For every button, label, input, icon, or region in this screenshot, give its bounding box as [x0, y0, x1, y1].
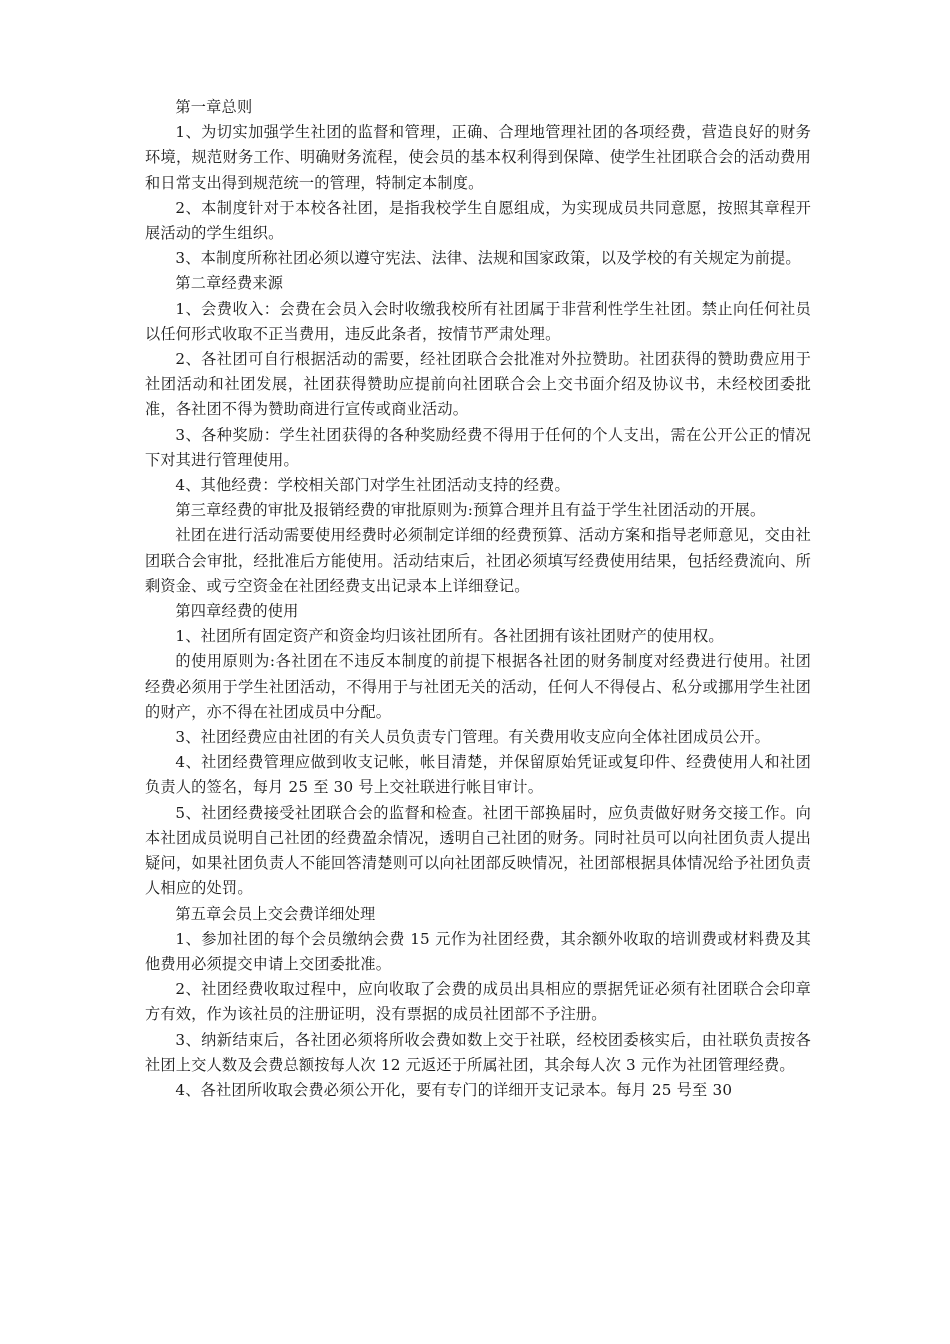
paragraph: 1、社团所有固定资产和资金均归该社团所有。各社团拥有该社团财产的使用权。 — [175, 627, 724, 646]
paragraph: 4、社团经费管理应做到收支记帐，帐目清楚，并保留原始凭证或复印件、经费使用人和社团负责人的签名，每月 25 至 30 号上交社联进行帐目审计。 — [145, 753, 811, 797]
chapter-heading: 第二章经费来源 — [175, 274, 284, 293]
document-page — [145, 95, 811, 1103]
paragraph: 1、会费收入：会费在会员入会时收缴我校所有社团属于非营利性学生社团。禁止向任何社员以任何形式收取不正当费用，违反此条者，按情节严肃处理。 — [145, 299, 811, 343]
paragraph: 1、为切实加强学生社团的监督和管理，正确、合理地管理社团的各项经费，营造良好的财务环境，规范财务工作、明确财务流程，使会员的基本权利得到保障、使学生社团联合会的活动费用和日常支出得到规范统一的管理，特制定本制度。 — [145, 123, 811, 192]
chapter-heading-paragraph: 第三章经费的审批及报销经费的审批原则为:预算合理并且有益于学生社团活动的开展。 — [175, 501, 766, 520]
paragraph: 3、各种奖励：学生社团获得的各种奖励经费不得用于任何的个人支出，需在公开公正的情况下对其进行管理使用。 — [145, 425, 811, 469]
paragraph: 2、各社团可自行根据活动的需要，经社团联合会批准对外拉赞助。社团获得的赞助费应用于社团活动和社团发展，社团获得赞助应提前向社团联合会上交书面介绍及协议书，未经校团委批准，各社团不得为赞助商进行宣传或商业活动。 — [145, 350, 811, 419]
paragraph: 社团在进行活动需要使用经费时必须制定详细的经费预算、活动方案和指导老师意见，交由社团联合会审批，经批准后方能使用。活动结束后，社团必须填写经费使用结果，包括经费流向、所剩资金、或亏空资金在社团经费支出记录本上详细登记。 — [145, 526, 811, 595]
paragraph: 3、本制度所称社团必须以遵守宪法、法律、法规和国家政策，以及学校的有关规定为前提。 — [175, 249, 801, 268]
paragraph: 3、纳新结束后，各社团必须将所收会费如数上交于社联，经校团委核实后，由社联负责按各社团上交人数及会费总额按每人次 12 元返还于所属社团，其余每人次 3 元作为社团管理经费。 — [145, 1030, 811, 1074]
chapter-heading: 第四章经费的使用 — [175, 602, 299, 621]
paragraph: 5、社团经费接受社团联合会的监督和检查。社团干部换届时，应负责做好财务交接工作。向本社团成员说明自己社团的经费盈余情况，透明自己社团的财务。同时社员可以向社团负责人提出疑问，如果社团负责人不能回答清楚则可以向社团部反映情况，社团部根据具体情况给予社团负责人相应的处罚。 — [145, 803, 811, 898]
paragraph: 2、本制度针对于本校各社团，是指我校学生自愿组成，为实现成员共同意愿，按照其章程开展活动的学生组织。 — [145, 198, 811, 243]
chapter-heading: 第五章会员上交会费详细处理 — [175, 904, 376, 923]
paragraph: 4、其他经费：学校相关部门对学生社团活动支持的经费。 — [175, 476, 570, 495]
paragraph: 的使用原则为:各社团在不违反本制度的前提下根据各社团的财务制度对经费进行使用。社团经费必须用于学生社团活动，不得用于与社团无关的活动，任何人不得侵占、私分或挪用学生社团的财产，亦不得在社团成员中分配。 — [145, 652, 811, 721]
paragraph: 1、参加社团的每个会员缴纳会费 15 元作为社团经费，其余额外收取的培训费或材料费及其他费用必须提交申请上交团委批准。 — [145, 929, 811, 973]
paragraph: 4、各社团所收取会费必须公开化，要有专门的详细开支记录本。每月 25 号至 30 — [175, 1080, 733, 1099]
paragraph: 2、社团经费收取过程中，应向收取了会费的成员出具相应的票据凭证必须有社团联合会印章方有效，作为该社员的注册证明，没有票据的成员社团部不予注册。 — [145, 980, 811, 1024]
chapter-heading: 第一章总则 — [175, 98, 253, 116]
paragraph: 3、社团经费应由社团的有关人员负责专门管理。有关费用收支应向全体社团成员公开。 — [175, 728, 770, 747]
